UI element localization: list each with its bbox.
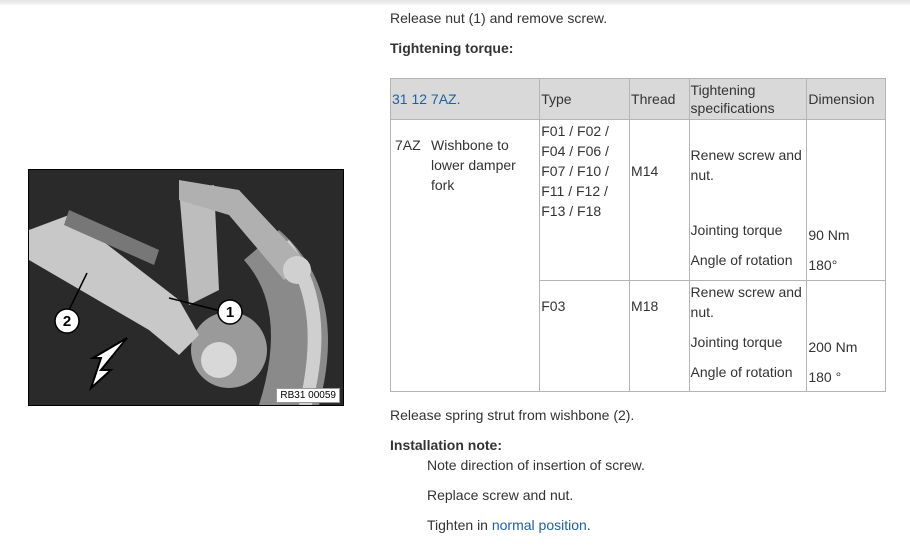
spec-renew: Renew screw and (690, 284, 802, 300)
cell-spec (689, 281, 807, 392)
header-type: Type (540, 79, 630, 120)
dim-angle: 180 ° (808, 369, 842, 385)
type-line: F01 / F02 / (541, 123, 609, 139)
type-line: F07 / F10 / (541, 163, 609, 179)
spec-joint: Jointing torque (690, 222, 783, 238)
install-note-1: Note direction of insertion of screw. (427, 457, 645, 473)
install-note-3-suffix: . (586, 517, 591, 533)
normal-position-link[interactable]: normal position (491, 517, 587, 533)
dim-joint: 90 Nm (808, 227, 850, 243)
install-note-2: Replace screw and nut. (427, 487, 574, 503)
spec-angle: Angle of rotation (690, 364, 793, 380)
suspension-figure (28, 169, 344, 406)
dim-joint: 200 Nm (808, 339, 858, 355)
table-header-row (391, 79, 886, 120)
spec-angle: Angle of rotation (690, 252, 793, 268)
release-strut-text: Release spring strut from wishbone (2). (390, 407, 635, 423)
desc-line: fork (431, 177, 455, 193)
top-shadow-bar (0, 0, 910, 5)
type-value: F03 (541, 298, 566, 314)
header-dimension: Dimension (807, 79, 886, 120)
desc-line: lower damper (431, 157, 516, 173)
cell-spec (689, 120, 807, 281)
callout-1: 1 (225, 304, 235, 321)
cell-thread (630, 120, 690, 281)
thread-value: M18 (631, 298, 659, 314)
header-thread: Thread (630, 79, 690, 120)
type-line: F13 / F18 (541, 203, 602, 219)
type-line: F04 / F06 / (541, 143, 609, 159)
thread-value: M14 (631, 163, 659, 179)
callout-2: 2 (62, 313, 72, 330)
install-note-3-prefix: Tighten in (427, 517, 492, 533)
torque-table (390, 78, 886, 392)
type-line: F11 / F12 / (541, 183, 608, 199)
table-row (391, 120, 886, 281)
install-note-3 (427, 517, 591, 533)
header-code[interactable] (391, 79, 540, 120)
cell-type (540, 281, 630, 392)
spec-joint: Jointing torque (690, 334, 783, 350)
cell-code: 7AZ (395, 137, 421, 153)
figure-label: RB31 00059 (276, 388, 340, 403)
cell-dimension (807, 120, 886, 281)
spec-renew: nut. (690, 304, 714, 320)
header-spec: Tightening specifications (689, 79, 807, 120)
cell-code-desc (391, 120, 540, 392)
cell-type (540, 120, 630, 281)
installation-heading: Installation note: (390, 437, 502, 453)
cell-dimension (807, 281, 886, 392)
spec-renew: Renew screw and (690, 147, 802, 163)
intro-text: Release nut (1) and remove screw. (390, 10, 608, 26)
dim-angle: 180° (808, 257, 838, 273)
spec-renew: nut. (690, 167, 714, 183)
code-link[interactable]: 31 12 7AZ. (392, 91, 461, 107)
desc-line: Wishbone to (431, 137, 509, 153)
cell-thread (630, 281, 690, 392)
suspension-illustration (29, 170, 343, 405)
torque-heading: Tightening torque: (390, 40, 514, 56)
